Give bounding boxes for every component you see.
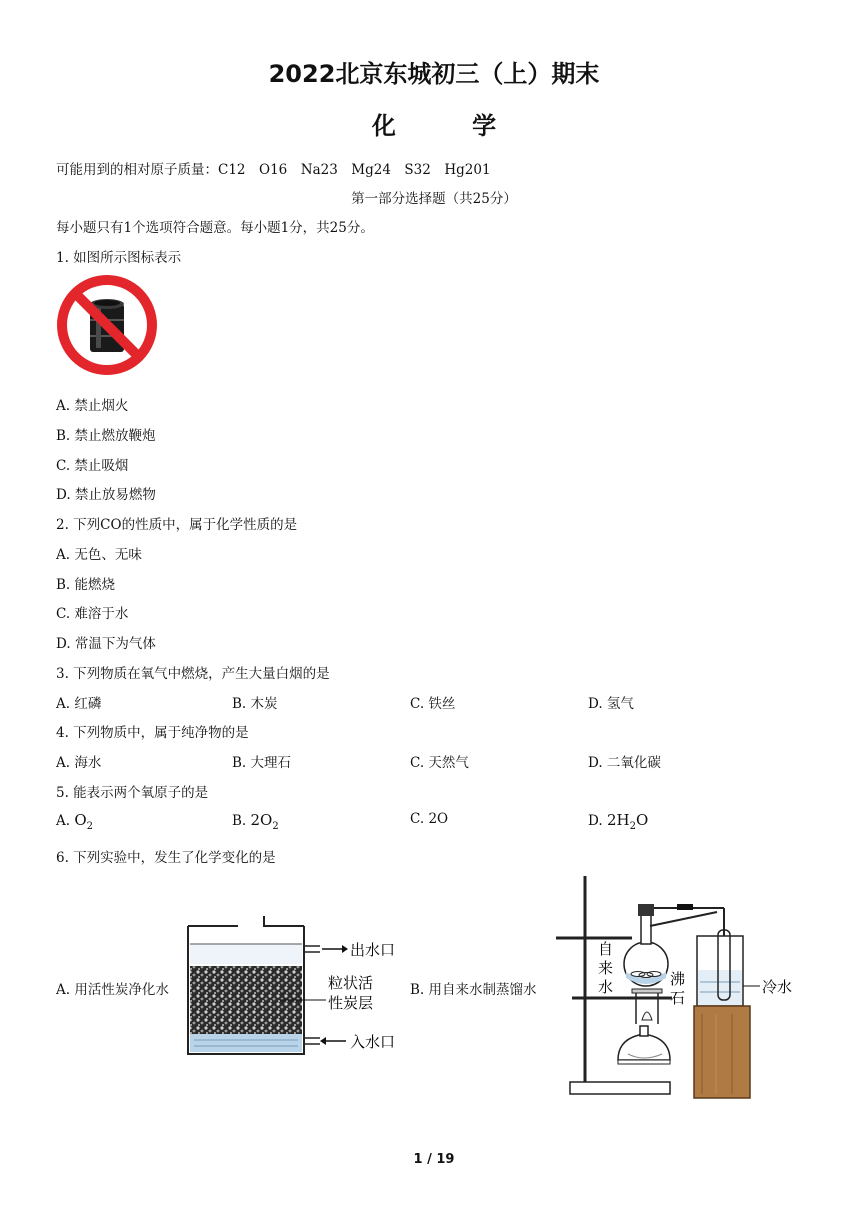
document-title: 2022北京东城初三（上）期末: [268, 60, 600, 88]
question-1-option-c: C. 禁止吸烟: [56, 458, 129, 474]
question-6-stem: 6. 下列实验中，发生了化学变化的是: [56, 850, 276, 866]
page-number: 1 / 19: [413, 1152, 455, 1167]
tap-water-label-2: 来: [598, 959, 614, 977]
question-6-option-a: A. 用活性炭净化水: [56, 982, 169, 998]
subject-title: 化 学: [371, 112, 531, 140]
boiling-stone-label-2: 石: [670, 989, 686, 1007]
question-5-option-a: A. $O_2$: [56, 811, 94, 832]
question-4-option-c: C. 天然气: [410, 755, 469, 771]
tap-water-label-3: 水: [598, 978, 614, 996]
question-1-option-a: A. 禁止烟火: [56, 398, 129, 414]
no-flammables-sign-icon: [56, 274, 158, 376]
question-4-option-a: A. 海水: [56, 755, 102, 771]
question-4-option-d: D. 二氧化碳: [588, 755, 661, 771]
question-2-stem: 2. 下列CO的性质中，属于化学性质的是: [56, 517, 298, 533]
question-2-option-a: A. 无色、无味: [56, 547, 142, 563]
question-3-option-d: D. 氢气: [588, 696, 634, 712]
question-5-stem: 5. 能表示两个氧原子的是: [56, 785, 209, 801]
question-3-option-c: C. 铁丝: [410, 696, 456, 712]
question-3-option-b: B. 木炭: [232, 696, 278, 712]
question-6-option-b: B. 用自来水制蒸馏水: [410, 982, 537, 998]
boiling-stone-label-1: 沸: [670, 970, 686, 988]
question-3-option-a: A. 红磷: [56, 696, 102, 712]
carbon-layer-label-2: 性炭层: [328, 994, 374, 1012]
section-title: 第一部分选择题（共25分）: [351, 191, 517, 207]
distillation-apparatus-diagram: [552, 874, 802, 1100]
activated-carbon-filter-diagram: [180, 914, 412, 1064]
question-4-stem: 4. 下列物质中，属于纯净物的是: [56, 725, 249, 741]
section-instruction: 每小题只有1个选项符合题意。每小题1分，共25分。: [56, 220, 374, 236]
cold-water-label: 冷水: [762, 978, 793, 996]
question-2-option-d: D. 常温下为气体: [56, 636, 156, 652]
tap-water-label-1: 自: [598, 940, 614, 958]
question-1-stem: 1. 如图所示图标表示: [56, 250, 182, 266]
question-5-option-d: D. $2H_2O$: [588, 811, 649, 832]
question-5-option-b: B. $2O_2$: [232, 811, 279, 832]
question-2-option-c: C. 难溶于水: [56, 606, 129, 622]
question-5-option-c: C. 2O: [410, 811, 449, 827]
question-2-option-b: B. 能燃烧: [56, 577, 116, 593]
inlet-label: 入水口: [350, 1033, 396, 1051]
question-1-option-d: D. 禁止放易燃物: [56, 487, 156, 503]
outlet-label: 出水口: [350, 941, 396, 959]
question-1-option-b: B. 禁止燃放鞭炮: [56, 428, 156, 444]
carbon-layer-label-1: 粒状活: [328, 974, 374, 992]
question-3-stem: 3. 下列物质在氧气中燃烧，产生大量白烟的是: [56, 666, 330, 682]
question-4-option-b: B. 大理石: [232, 755, 292, 771]
atomic-mass-note: 可能用到的相对原子质量：C12 O16 Na23 Mg24 S32 Hg201: [56, 162, 491, 178]
